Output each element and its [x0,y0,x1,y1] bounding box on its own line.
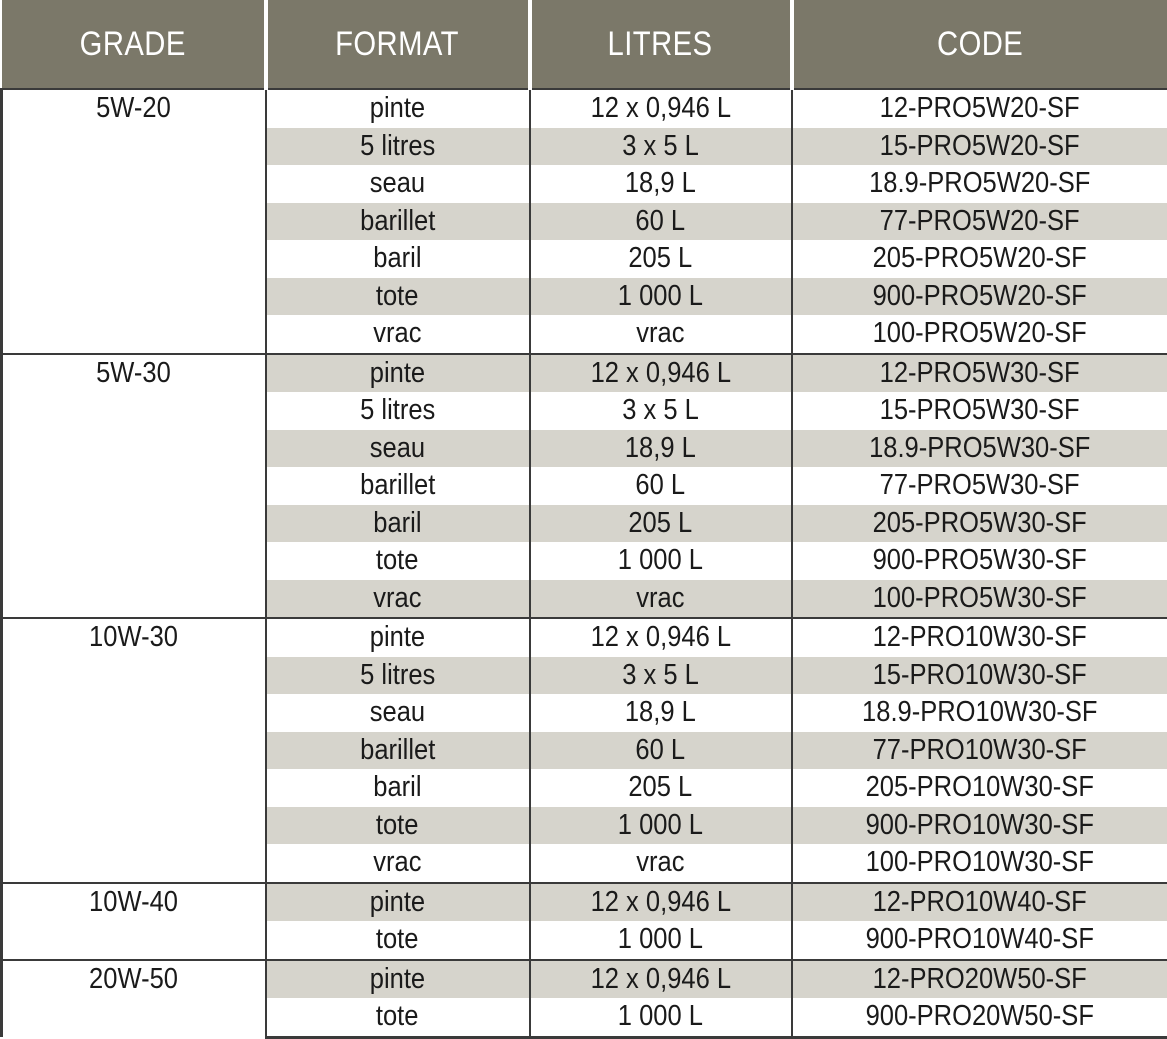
format-cell [266,430,530,468]
litres-value: 3 x 5 L [622,128,699,165]
litres-value: 12 x 0,946 L [590,884,730,921]
litres-cell [530,807,792,845]
grade-label: 5W-30 [96,355,171,392]
header-litres [530,0,792,89]
code-cell [792,807,1167,845]
format-cell [266,165,530,203]
grade-label: 5W-20 [96,90,171,127]
format-cell [266,505,530,543]
header-litres-label: LITRES [608,25,713,64]
format-cell [266,315,530,354]
format-value: tote [376,921,419,958]
table-body [2,89,1167,1037]
litres-cell [530,278,792,316]
format-value: vrac [373,844,421,881]
header-code-label: CODE [937,25,1023,64]
table-row [2,883,1167,922]
litres-cell [530,505,792,543]
code-cell [792,883,1167,922]
format-cell [266,392,530,430]
format-cell [266,278,530,316]
code-cell [792,354,1167,393]
code-cell [792,203,1167,241]
litres-cell [530,165,792,203]
format-cell [266,694,530,732]
code-value: 18.9-PRO5W20-SF [869,165,1090,202]
litres-value: 205 L [629,769,693,806]
format-cell [266,960,530,999]
header-grade-label: GRADE [79,25,185,64]
code-cell [792,960,1167,999]
code-cell [792,732,1167,770]
format-value: 5 litres [360,392,435,429]
litres-cell [530,998,792,1037]
header-code [792,0,1167,89]
format-value: baril [373,240,421,277]
format-cell [266,844,530,883]
litres-cell [530,203,792,241]
format-cell [266,883,530,922]
table-header [2,0,1167,89]
format-value: pinte [370,355,425,392]
header-row [2,0,1167,89]
format-value: vrac [373,315,421,352]
code-value: 100-PRO5W20-SF [873,315,1087,352]
format-value: tote [376,807,419,844]
litres-value: 12 x 0,946 L [590,619,730,656]
code-cell [792,467,1167,505]
code-value: 12-PRO5W20-SF [880,90,1080,127]
format-value: barillet [360,732,435,769]
code-value: 100-PRO5W30-SF [873,580,1087,617]
format-value: tote [376,278,419,315]
format-cell [266,128,530,166]
litres-value: 12 x 0,946 L [590,355,730,392]
litres-value: vrac [636,580,684,617]
litres-cell [530,960,792,999]
header-grade [2,0,266,89]
table-row [2,618,1167,657]
litres-cell [530,657,792,695]
format-value: 5 litres [360,657,435,694]
format-cell [266,89,530,128]
format-cell [266,807,530,845]
litres-cell [530,732,792,770]
code-value: 15-PRO5W30-SF [880,392,1080,429]
litres-value: 1 000 L [618,542,703,579]
header-format-label: FORMAT [336,25,460,64]
format-cell [266,769,530,807]
litres-cell [530,844,792,883]
code-value: 900-PRO5W20-SF [873,278,1087,315]
code-cell [792,505,1167,543]
format-cell [266,618,530,657]
litres-cell [530,430,792,468]
code-value: 18.9-PRO5W30-SF [869,430,1090,467]
litres-cell [530,315,792,354]
litres-value: 18,9 L [625,165,696,202]
grade-label: 20W-50 [89,961,178,998]
code-value: 205-PRO10W30-SF [866,769,1094,806]
table-row [2,960,1167,999]
code-value: 100-PRO10W30-SF [866,844,1094,881]
format-value: barillet [360,203,435,240]
code-cell [792,542,1167,580]
code-cell [792,694,1167,732]
format-cell [266,732,530,770]
litres-value: 60 L [636,467,686,504]
litres-cell [530,128,792,166]
litres-cell [530,618,792,657]
litres-value: 1 000 L [618,921,703,958]
code-cell [792,618,1167,657]
code-value: 12-PRO10W40-SF [873,884,1087,921]
code-value: 205-PRO5W30-SF [873,505,1087,542]
code-cell [792,769,1167,807]
code-cell [792,430,1167,468]
format-cell [266,240,530,278]
code-value: 12-PRO20W50-SF [873,961,1087,998]
format-value: pinte [370,884,425,921]
litres-value: 18,9 L [625,430,696,467]
litres-value: 3 x 5 L [622,392,699,429]
format-value: vrac [373,580,421,617]
format-cell [266,657,530,695]
litres-cell [530,883,792,922]
format-value: pinte [370,90,425,127]
litres-value: 60 L [636,203,686,240]
code-value: 12-PRO5W30-SF [880,355,1080,392]
format-value: tote [376,998,419,1035]
litres-cell [530,392,792,430]
grade-label: 10W-30 [89,619,178,656]
code-value: 900-PRO10W40-SF [866,921,1094,958]
code-value: 900-PRO5W30-SF [873,542,1087,579]
format-value: pinte [370,619,425,656]
litres-value: 3 x 5 L [622,657,699,694]
format-cell [266,354,530,393]
format-value: 5 litres [360,128,435,165]
grade-cell [2,883,266,960]
litres-cell [530,89,792,128]
code-value: 900-PRO10W30-SF [866,807,1094,844]
code-value: 12-PRO10W30-SF [873,619,1087,656]
grade-cell [2,618,266,883]
format-cell [266,998,530,1037]
code-cell [792,921,1167,960]
grade-cell [2,354,266,619]
format-cell [266,467,530,505]
code-cell [792,89,1167,128]
code-cell [792,844,1167,883]
format-value: seau [370,694,425,731]
code-value: 77-PRO10W30-SF [873,732,1087,769]
format-value: barillet [360,467,435,504]
litres-value: 205 L [629,505,693,542]
code-cell [792,315,1167,354]
litres-cell [530,354,792,393]
format-value: baril [373,769,421,806]
code-cell [792,657,1167,695]
grade-label: 10W-40 [89,884,178,921]
litres-value: 12 x 0,946 L [590,90,730,127]
litres-cell [530,580,792,619]
litres-value: 1 000 L [618,998,703,1035]
code-value: 15-PRO5W20-SF [880,128,1080,165]
format-value: seau [370,430,425,467]
format-cell [266,580,530,619]
table-row [2,89,1167,128]
format-value: baril [373,505,421,542]
litres-value: 60 L [636,732,686,769]
header-format [266,0,530,89]
code-cell [792,240,1167,278]
litres-cell [530,240,792,278]
litres-value: 1 000 L [618,807,703,844]
litres-value: vrac [636,844,684,881]
grade-cell [2,89,266,354]
grade-cell [2,960,266,1038]
code-cell [792,392,1167,430]
litres-value: 18,9 L [625,694,696,731]
litres-value: vrac [636,315,684,352]
code-value: 205-PRO5W20-SF [873,240,1087,277]
litres-cell [530,467,792,505]
format-cell [266,203,530,241]
litres-cell [530,694,792,732]
code-cell [792,278,1167,316]
litres-cell [530,921,792,960]
code-cell [792,998,1167,1037]
format-cell [266,921,530,960]
table-row [2,354,1167,393]
format-value: pinte [370,961,425,998]
code-value: 77-PRO5W20-SF [880,203,1080,240]
litres-value: 1 000 L [618,278,703,315]
code-cell [792,580,1167,619]
litres-cell [530,769,792,807]
code-value: 15-PRO10W30-SF [873,657,1087,694]
format-value: seau [370,165,425,202]
litres-cell [530,542,792,580]
format-cell [266,542,530,580]
litres-value: 12 x 0,946 L [590,961,730,998]
code-cell [792,128,1167,166]
code-value: 900-PRO20W50-SF [866,998,1094,1035]
format-value: tote [376,542,419,579]
code-value: 77-PRO5W30-SF [880,467,1080,504]
code-value: 18.9-PRO10W30-SF [862,694,1097,731]
code-cell [792,165,1167,203]
litres-value: 205 L [629,240,693,277]
